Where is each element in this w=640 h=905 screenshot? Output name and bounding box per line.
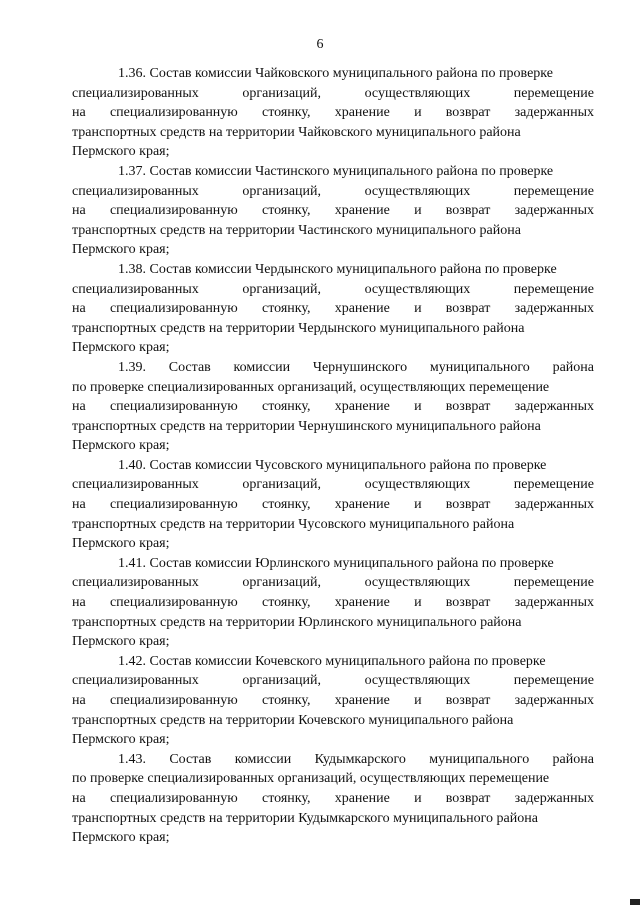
word: задержанных bbox=[514, 203, 594, 219]
word: задержанных bbox=[514, 399, 594, 415]
word: Пермского края; bbox=[72, 634, 170, 650]
word: возврат bbox=[445, 595, 491, 611]
word: задержанных bbox=[514, 301, 594, 317]
word: специализированных bbox=[72, 477, 199, 493]
paragraph-1-38 bbox=[72, 260, 594, 358]
word: задержанных bbox=[514, 105, 594, 121]
text-line bbox=[72, 495, 594, 515]
word: Кудымкарского bbox=[314, 751, 406, 767]
word: и bbox=[414, 693, 422, 708]
word: возврат bbox=[445, 693, 491, 708]
word: на bbox=[72, 790, 86, 806]
text-line bbox=[72, 515, 594, 535]
word: по проверке специализированных организаций, осуществляющих перемещение bbox=[72, 379, 550, 395]
text-line bbox=[72, 201, 594, 221]
word: Пермского края; bbox=[72, 536, 170, 552]
text-line bbox=[72, 750, 594, 770]
word: хранение bbox=[334, 105, 390, 121]
word: стоянку, bbox=[261, 595, 311, 611]
word: задержанных bbox=[514, 595, 594, 611]
word: на bbox=[72, 595, 86, 611]
word: Пермского края; bbox=[72, 144, 170, 160]
word: задержанных bbox=[514, 497, 594, 513]
text-line bbox=[72, 769, 594, 789]
word: на bbox=[72, 203, 86, 219]
text-line bbox=[72, 534, 594, 554]
word: 1.43. bbox=[118, 751, 146, 767]
word: Состав bbox=[168, 359, 211, 375]
word: стоянку, bbox=[261, 497, 311, 513]
word: 1.42. Состав комиссии Кочевского муниципального района по проверке bbox=[118, 653, 546, 669]
word: муниципального bbox=[429, 359, 530, 375]
word: перемещение bbox=[513, 85, 594, 101]
text-line bbox=[72, 475, 594, 495]
word: транспортных средств на территории Чусовского муниципального района bbox=[72, 516, 515, 532]
word: осуществляющих bbox=[364, 85, 471, 101]
word: перемещение bbox=[513, 183, 594, 199]
text-line bbox=[72, 711, 594, 731]
word: муниципального bbox=[429, 751, 530, 767]
text-line bbox=[72, 64, 594, 84]
paragraph-1-37 bbox=[72, 162, 594, 260]
word: организаций, bbox=[242, 575, 322, 591]
word: хранение bbox=[334, 399, 390, 415]
text-line bbox=[72, 299, 594, 319]
word: перемещение bbox=[513, 673, 594, 689]
word: организаций, bbox=[242, 673, 322, 689]
word: транспортных средств на территории Чернушинского муниципального района bbox=[72, 418, 541, 434]
word: комиссии bbox=[234, 751, 292, 767]
word: 1.36. Состав комиссии Чайковского муниципального района по проверке bbox=[118, 66, 553, 81]
text-line bbox=[72, 103, 594, 123]
word: и bbox=[414, 399, 422, 415]
text-line bbox=[72, 280, 594, 300]
word: хранение bbox=[334, 203, 390, 219]
word: задержанных bbox=[514, 790, 594, 806]
word: стоянку, bbox=[261, 693, 311, 708]
word: стоянку, bbox=[261, 105, 311, 121]
text-line bbox=[72, 789, 594, 809]
text-line bbox=[72, 319, 594, 339]
word: на bbox=[72, 399, 86, 415]
word: по проверке специализированных организаций, осуществляющих перемещение bbox=[72, 771, 550, 787]
word: транспортных средств на территории Кочевского муниципального района bbox=[72, 712, 514, 728]
scan-corner-mark bbox=[630, 899, 640, 905]
text-line bbox=[72, 554, 594, 574]
word: транспортных средств на территории Чайковского муниципального района bbox=[72, 124, 521, 140]
word: специализированных bbox=[72, 85, 199, 101]
paragraph-1-36 bbox=[72, 64, 594, 162]
word: 1.39. bbox=[118, 359, 146, 375]
word: специализированную bbox=[109, 399, 238, 415]
word: перемещение bbox=[513, 575, 594, 591]
text-line bbox=[72, 162, 594, 182]
text-line bbox=[72, 632, 594, 652]
text-line bbox=[72, 573, 594, 593]
word: Пермского края; bbox=[72, 438, 170, 454]
word: стоянку, bbox=[261, 790, 311, 806]
word: и bbox=[414, 301, 422, 317]
text-line bbox=[72, 84, 594, 104]
text-line bbox=[72, 691, 594, 711]
text-line bbox=[72, 671, 594, 691]
text-line bbox=[72, 652, 594, 672]
text-line bbox=[72, 221, 594, 241]
word: возврат bbox=[445, 497, 491, 513]
word: на bbox=[72, 301, 86, 317]
word: осуществляющих bbox=[364, 281, 471, 297]
text-line bbox=[72, 397, 594, 417]
word: транспортных средств на территории Частинского муниципального района bbox=[72, 222, 521, 238]
word: стоянку, bbox=[261, 399, 311, 415]
word: хранение bbox=[334, 301, 390, 317]
word: хранение bbox=[334, 595, 390, 611]
text-line bbox=[72, 593, 594, 613]
text-line bbox=[72, 240, 594, 260]
word: специализированных bbox=[72, 281, 199, 297]
word: 1.37. Состав комиссии Частинского муниципального района по проверке bbox=[118, 163, 554, 179]
word: и bbox=[414, 595, 422, 611]
word: 1.41. Состав комиссии Юрлинского муниципального района по проверке bbox=[118, 555, 554, 571]
text-line bbox=[72, 613, 594, 633]
word: специализированную bbox=[109, 790, 238, 806]
word: Пермского края; bbox=[72, 732, 170, 748]
text-line bbox=[72, 456, 594, 476]
word: и bbox=[414, 203, 422, 219]
text-line bbox=[72, 182, 594, 202]
word: задержанных bbox=[514, 693, 594, 708]
word: возврат bbox=[445, 301, 491, 317]
word: транспортных средств на территории Юрлинского муниципального района bbox=[72, 614, 522, 630]
word: специализированную bbox=[109, 497, 238, 513]
word: осуществляющих bbox=[364, 575, 471, 591]
word: специализированных bbox=[72, 183, 199, 199]
text-line bbox=[72, 730, 594, 750]
word: хранение bbox=[334, 790, 390, 806]
word: специализированную bbox=[109, 105, 238, 121]
word: района bbox=[552, 751, 594, 767]
word: специализированную bbox=[109, 595, 238, 611]
word: транспортных средств на территории Кудымкарского муниципального района bbox=[72, 810, 538, 826]
text-line bbox=[72, 436, 594, 456]
paragraph-1-39 bbox=[72, 358, 594, 456]
word: организаций, bbox=[242, 281, 322, 297]
word: осуществляющих bbox=[364, 183, 471, 199]
word: Пермского края; bbox=[72, 830, 170, 846]
word: стоянку, bbox=[261, 203, 311, 219]
word: возврат bbox=[445, 105, 491, 121]
word: комиссии bbox=[233, 359, 291, 375]
text-line bbox=[72, 809, 594, 829]
word: возврат bbox=[445, 790, 491, 806]
word: перемещение bbox=[513, 281, 594, 297]
word: района bbox=[552, 359, 594, 375]
word: возврат bbox=[445, 399, 491, 415]
word: организаций, bbox=[242, 85, 322, 101]
word: специализированную bbox=[109, 301, 238, 317]
word: на bbox=[72, 497, 86, 513]
text-line bbox=[72, 338, 594, 358]
document-body bbox=[72, 64, 594, 848]
word: возврат bbox=[445, 203, 491, 219]
word: перемещение bbox=[513, 477, 594, 493]
text-line bbox=[72, 123, 594, 143]
word: Пермского края; bbox=[72, 242, 170, 258]
paragraph-1-40 bbox=[72, 456, 594, 554]
text-line bbox=[72, 378, 594, 398]
word: на bbox=[72, 105, 86, 121]
word: специализированную bbox=[109, 693, 238, 708]
word: Чернушинского bbox=[312, 359, 408, 375]
word: транспортных средств на территории Чердынского муниципального района bbox=[72, 320, 525, 336]
word: и bbox=[414, 790, 422, 806]
word: хранение bbox=[334, 497, 390, 513]
paragraph-1-43 bbox=[72, 750, 594, 848]
word: осуществляющих bbox=[364, 477, 471, 493]
word: организаций, bbox=[242, 183, 322, 199]
word: стоянку, bbox=[261, 301, 311, 317]
word: 1.40. Состав комиссии Чусовского муниципального района по проверке bbox=[118, 457, 547, 473]
word: осуществляющих bbox=[364, 673, 471, 689]
text-line bbox=[72, 260, 594, 280]
word: Пермского края; bbox=[72, 340, 170, 356]
word: организаций, bbox=[242, 477, 322, 493]
word: и bbox=[414, 105, 422, 121]
text-line bbox=[72, 142, 594, 162]
text-line bbox=[72, 828, 594, 848]
word: 1.38. Состав комиссии Чердынского муниципального района по проверке bbox=[118, 261, 557, 277]
word: и bbox=[414, 497, 422, 513]
word: специализированных bbox=[72, 673, 199, 689]
paragraph-1-42 bbox=[72, 652, 594, 750]
word: специализированную bbox=[109, 203, 238, 219]
word: Состав bbox=[169, 751, 212, 767]
page-number: 6 bbox=[316, 37, 324, 52]
paragraph-1-41 bbox=[72, 554, 594, 652]
text-line bbox=[72, 417, 594, 437]
word: специализированных bbox=[72, 575, 199, 591]
text-line bbox=[72, 358, 594, 378]
word: хранение bbox=[334, 693, 390, 708]
word: на bbox=[72, 693, 86, 708]
